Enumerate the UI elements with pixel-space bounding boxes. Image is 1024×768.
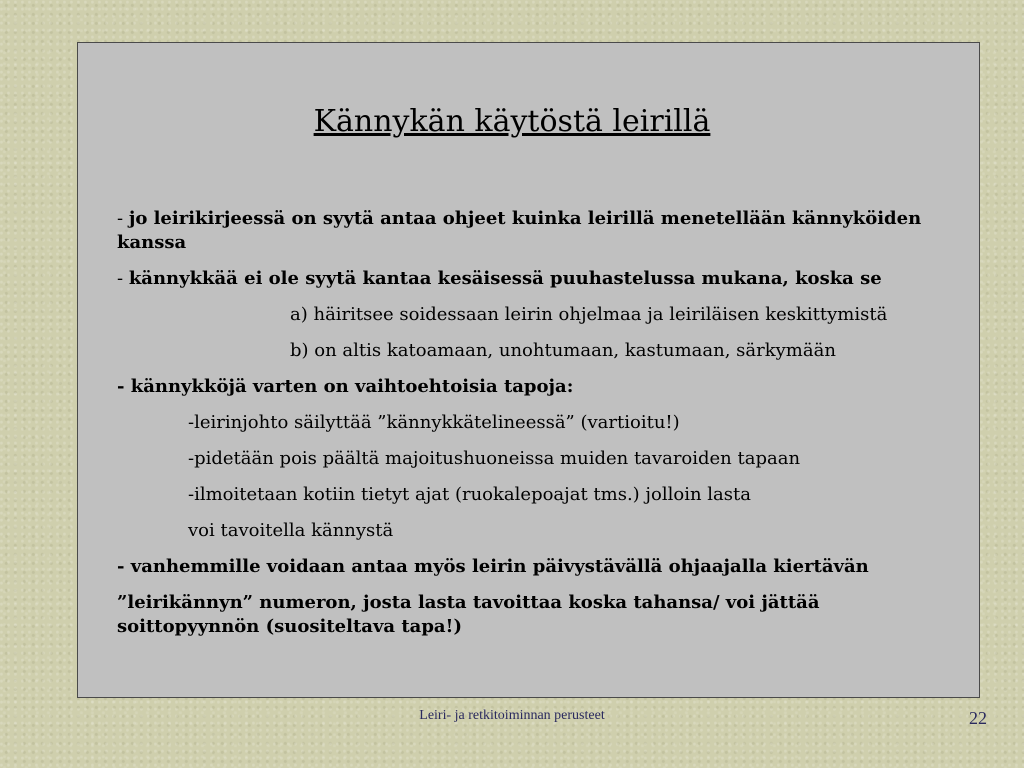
slide-content — [117, 207, 962, 639]
bullet-text: jo leirikirjeessä on syytä antaa ohjeet kuinka leirillä menetellään kännyköiden kanssa — [117, 208, 922, 253]
sub-item-a: a) häiritsee soidessaan leirin ohjelmaa ja leiriläisen keskittymistä — [290, 304, 888, 325]
footer-text: Leiri- ja retkitoiminnan perusteet — [419, 708, 605, 723]
option-item-1: -leirinjohto säilyttää ”kännykkätelineessä” (vartioitu!) — [188, 412, 680, 433]
option-item-3: -ilmoitetaan kotiin tietyt ajat (ruokalepoajat tms.) jolloin lasta — [188, 484, 751, 505]
page-number: 22 — [969, 708, 987, 728]
bullet-line-3: - kännykköjä varten on vaihtoehtoisia tapoja: — [117, 376, 574, 397]
bullet-line-4: - vanhemmille voidaan antaa myös leirin päivystävällä ohjaajalla kiertävän — [117, 556, 869, 577]
bullet-line-4-continued: ”leirikännyn” numeron, josta lasta tavoittaa koska tahansa/ voi jättää soittopyynnön (suositeltava tapa!) — [117, 592, 820, 637]
option-item-3-continued: voi tavoitella kännystä — [188, 520, 394, 541]
bullet-dash: - — [117, 208, 129, 229]
slide-title: Kännykän käytöstä leirillä — [313, 104, 711, 139]
bullet-line-2 — [117, 267, 962, 291]
option-item-2: -pidetään pois päältä majoitushuoneissa muiden tavaroiden tapaan — [188, 448, 801, 469]
bullet-dash: - — [117, 268, 129, 289]
bullet-line-1 — [117, 207, 962, 255]
bullet-text: kännykkää ei ole syytä kantaa kesäisessä puuhastelussa mukana, koska se — [128, 268, 882, 289]
sub-item-b: b) on altis katoamaan, unohtumaan, kastumaan, särkymään — [290, 340, 836, 361]
